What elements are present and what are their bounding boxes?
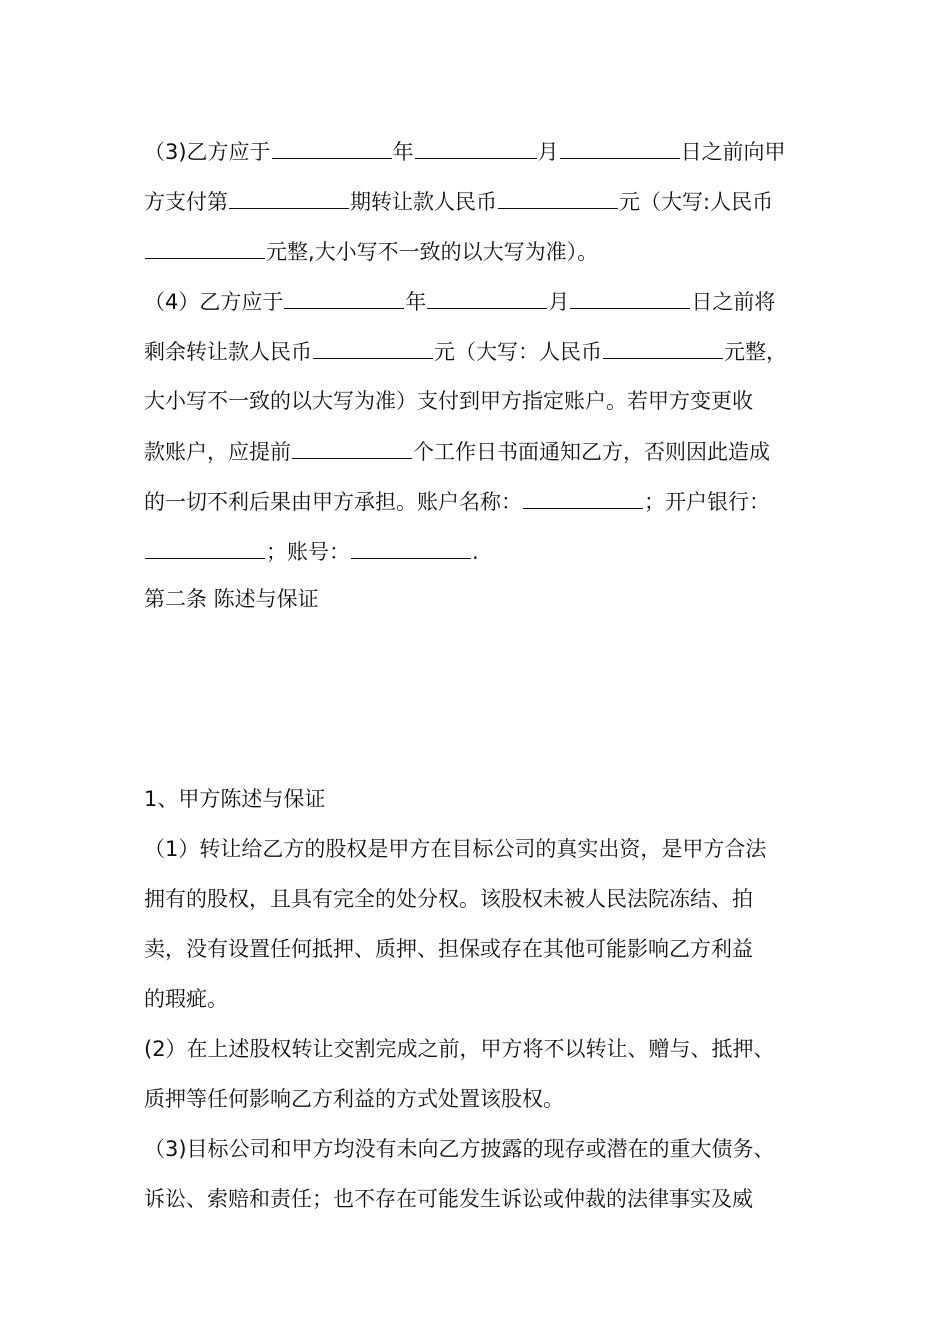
paragraph-2-line-2: 质押等任何影响乙方利益的方式处置该股权。 <box>144 1087 564 1111</box>
clause-4-line-6 <box>144 536 834 566</box>
text-segment: 款账户，应提前 <box>144 440 291 464</box>
text-segment: （3)乙方应于 <box>144 140 271 164</box>
paragraph-3-line-2: 诉讼、索赔和责任；也不存在可能发生诉讼或仲裁的法律事实及威 <box>144 1187 753 1211</box>
text-segment: ；账号： <box>266 540 350 564</box>
text-segment: 元（大写：人民币 <box>434 340 602 364</box>
blank-month <box>427 286 547 309</box>
section-1-title: 1、甲方陈述与保证 <box>144 787 326 811</box>
text-segment: 年 <box>392 140 414 164</box>
text-segment: 日之前将 <box>691 290 776 314</box>
blank-day <box>570 286 690 309</box>
blank-amount-capital <box>145 236 265 259</box>
clause-4-line-2 <box>144 336 834 366</box>
clause-4-line-4 <box>144 436 834 466</box>
blank-year <box>272 136 392 159</box>
paragraph-1-line-2: 拥有的股权，且具有完全的处分权。该股权未被人民法院冻结、拍 <box>144 887 753 911</box>
clause-4-line-5 <box>144 486 834 516</box>
text-segment: . <box>472 540 479 564</box>
text-segment: 日之前向甲 <box>680 140 786 164</box>
blank-working-days <box>292 436 412 459</box>
text-segment: ；开户银行： <box>644 490 770 514</box>
text-segment: 的一切不利后果由甲方承担。账户名称： <box>144 490 522 514</box>
paragraph-1-line-1: （1）转让给乙方的股权是甲方在目标公司的真实出资，是甲方合法 <box>144 837 767 861</box>
text-segment: 元整， <box>724 340 787 364</box>
paragraph-3-line-1: （3)目标公司和甲方均没有未向乙方披露的现存或潜在的重大债务、 <box>144 1137 775 1161</box>
clause-3-line-3 <box>144 236 834 266</box>
text-segment: 方支付第 <box>144 190 228 214</box>
text-segment: 元整,大小写不一致的以大写为准）。 <box>266 240 599 264</box>
text-segment: 剩余转让款人民币 <box>144 340 312 364</box>
paragraph-1-line-3: 卖，没有设置任何抵押、质押、担保或存在其他可能影响乙方利益 <box>144 937 753 961</box>
blank-month <box>415 136 537 159</box>
blank-amount <box>498 186 618 209</box>
text-segment: 年 <box>405 290 427 314</box>
text-segment: （4）乙方应于 <box>144 290 284 314</box>
blank-account-number <box>351 536 471 559</box>
clause-3-line-1 <box>144 136 834 166</box>
text-segment: 月 <box>548 290 570 314</box>
blank-amount-capital <box>603 336 723 359</box>
clause-4-line-3: 大小写不一致的以大写为准）支付到甲方指定账户。若甲方变更收 <box>144 389 753 413</box>
blank-day <box>560 136 680 159</box>
blank-account-name <box>523 486 643 509</box>
blank-year <box>284 286 404 309</box>
text-segment: 个工作日书面通知乙方，否则因此造成 <box>413 440 770 464</box>
paragraph-2-line-1: (2）在上述股权转让交割完成之前，甲方将不以转让、赠与、抵押、 <box>144 1037 775 1061</box>
article-2-title: 第二条 陈述与保证 <box>144 587 319 611</box>
clause-3-line-2 <box>144 186 834 216</box>
paragraph-1-line-4: 的瑕疵。 <box>144 987 228 1011</box>
text-segment: 元（大写:人民币 <box>619 190 774 214</box>
clause-4-line-1 <box>144 286 834 316</box>
blank-installment <box>229 186 349 209</box>
blank-remaining-amount <box>313 336 433 359</box>
blank-bank <box>145 536 265 559</box>
text-segment: 期转让款人民币 <box>350 190 497 214</box>
text-segment: 月 <box>537 140 559 164</box>
